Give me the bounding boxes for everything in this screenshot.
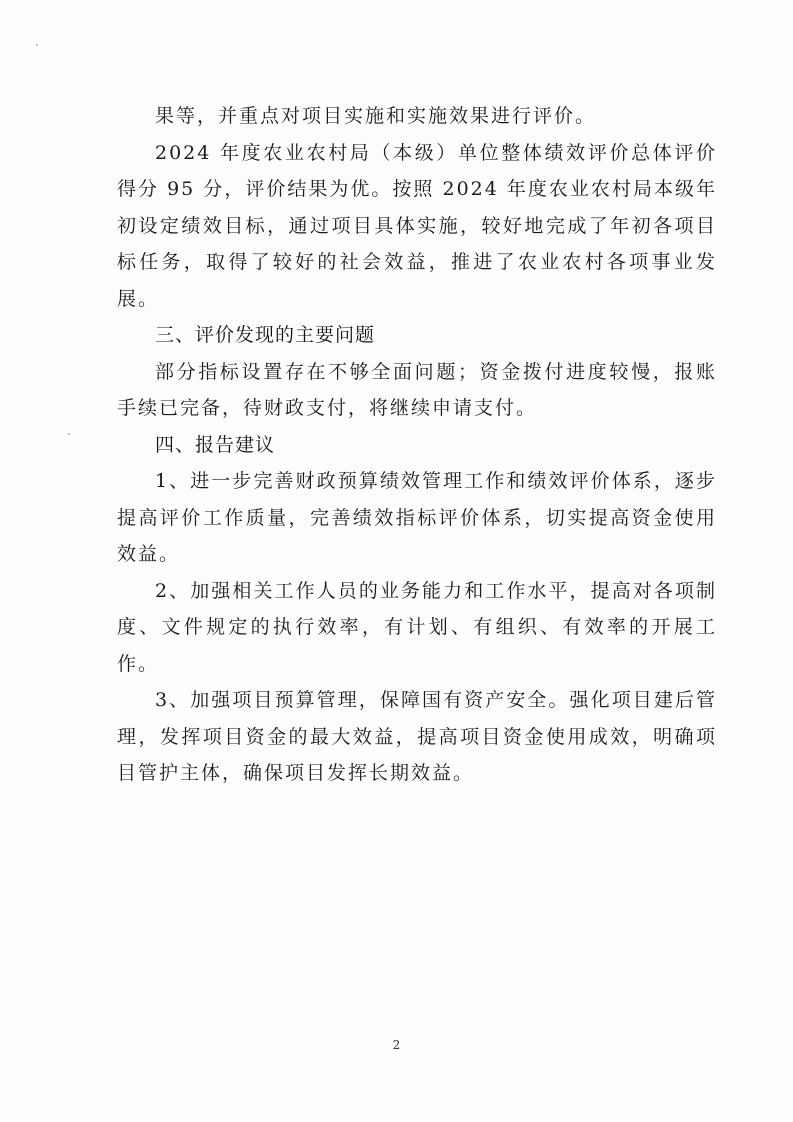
paragraph-evaluation-result: 2024 年度农业农村局（本级）单位整体绩效评价总体评价得分 95 分，评价结果为优。按照 2024 年度农业农村局本级年初设定绩效目标，通过项目具体实施，较好地完成了年初各项目标任务，取得了较好的社会效益，推进了农业农村各项事业发展。 (117, 141, 717, 310)
scan-speck (36, 44, 38, 46)
document-body (117, 98, 717, 792)
section-heading-suggestions: 四、报告建议 (155, 433, 276, 456)
paragraph-suggestion-1: 1、进一步完善财政预算绩效管理工作和绩效评价体系，逐步提高评价工作质量，完善绩效指标评价体系，切实提高资金使用效益。 (117, 470, 717, 565)
paragraph-suggestion-3: 3、加强项目预算管理，保障国有资产安全。强化项目建后管理，发挥项目资金的最大效益，提高项目资金使用成效，明确项目管护主体，确保项目发挥长期效益。 (117, 689, 717, 784)
paragraph-continuation: 果等，并重点对项目实施和实施效果进行评价。 (155, 105, 597, 127)
paragraph-suggestion-2: 2、加强相关工作人员的业务能力和工作水平，提高对各项制度、文件规定的执行效率，有计划、有组织、有效率的开展工作。 (117, 579, 717, 675)
scan-speck (68, 433, 70, 435)
page-number: 2 (392, 1038, 401, 1052)
paragraph-problems: 部分指标设置存在不够全面问题；资金拨付进度较慢，报账手续已完备，待财政支付，将继续申请支付。 (117, 360, 717, 419)
section-heading-problems: 三、评价发现的主要问题 (155, 324, 376, 346)
